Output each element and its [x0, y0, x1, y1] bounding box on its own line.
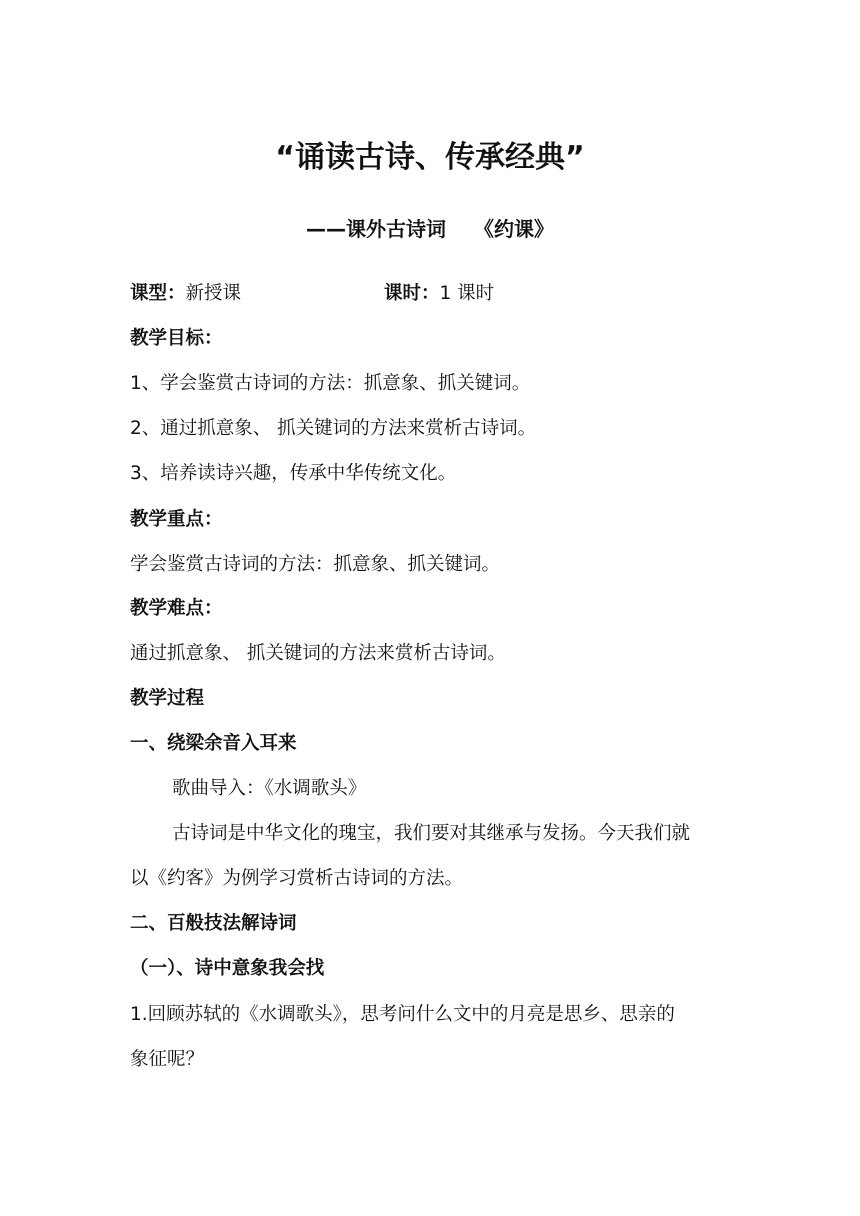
subtitle-book-title: 《约课》: [474, 217, 554, 241]
lesson-type-value: 新授课: [185, 283, 242, 304]
lesson-hours: [384, 281, 494, 307]
document-title: “诵读古诗、传承经典”: [275, 140, 585, 175]
difficulties-heading: 教学难点：: [130, 598, 223, 619]
key-points-text: 学会鉴赏古诗词的方法：抓意象、抓关键词。: [130, 554, 501, 575]
lesson-type: [130, 281, 241, 307]
lesson-type-label: 课型：: [130, 283, 186, 304]
paragraph-line: 以《约客》为例学习赏析古诗词的方法。: [130, 868, 464, 889]
subsection-heading: （一）、诗中意象我会找: [130, 958, 325, 979]
difficulties-text: 通过抓意象、 抓关键词的方法来赏析古诗词。: [130, 643, 506, 664]
goal-item: 2、通过抓意象、 抓关键词的方法来赏析古诗词。: [130, 418, 537, 439]
lesson-hours-label: 课时：: [384, 283, 440, 304]
goal-item: 3、培养读诗兴趣，传承中华传统文化。: [130, 463, 457, 484]
document-subtitle: [0, 214, 860, 244]
lesson-hours-value: 1 课时: [439, 283, 495, 304]
section-heading: 一、绕梁余音入耳来: [130, 733, 297, 754]
song-intro: 歌曲导入：《水调歌头》: [172, 778, 367, 799]
section-heading: 二、百般技法解诗词: [130, 913, 297, 934]
key-points-heading: 教学重点：: [130, 509, 223, 530]
goals-heading: 教学目标：: [130, 328, 223, 349]
question-line: 1.回顾苏轼的《水调歌头》，思考问什么文中的月亮是思乡、思亲的: [130, 1004, 675, 1025]
goal-item: 1、学会鉴赏古诗词的方法：抓意象、抓关键词。: [130, 373, 531, 394]
paragraph-line: 古诗词是中华文化的瑰宝，我们要对其继承与发扬。今天我们就: [172, 823, 691, 844]
process-heading: 教学过程: [130, 688, 205, 709]
question-line: 象征呢？: [130, 1049, 205, 1070]
subtitle-prefix: ——课外古诗词: [306, 217, 446, 241]
